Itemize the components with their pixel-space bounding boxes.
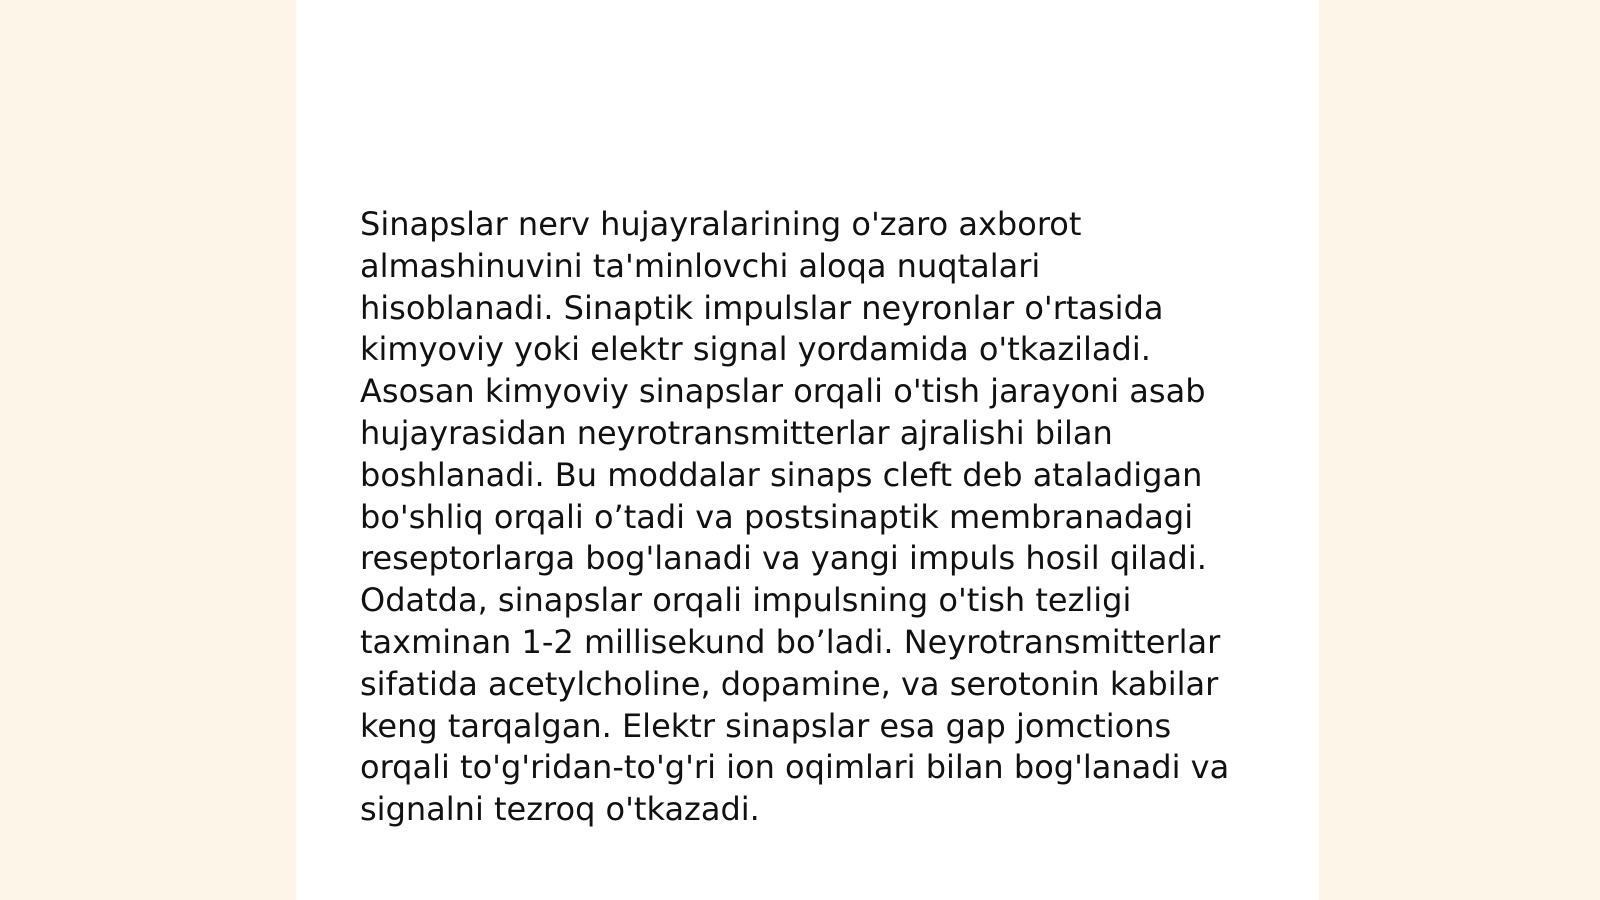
paragraph-line: taxminan 1-2 millisekund bo’ladi. Neyrotransmitterlar — [360, 622, 1221, 661]
paragraph-line: sifatida acetylcholine, dopamine, va serotonin kabilar — [360, 664, 1219, 703]
paragraph-line: boshlanadi. Bu moddalar sinaps cleft deb ataladigan — [360, 455, 1203, 494]
paragraph-line: hisoblanadi. Sinaptik impulslar neyronlar o'rtasida — [360, 288, 1164, 327]
paragraph-line: hujayrasidan neyrotransmitterlar ajralishi bilan — [360, 413, 1113, 452]
paragraph-line: kimyoviy yoki elektr signal yordamida o'tkaziladi. — [360, 330, 1151, 369]
document-page — [296, 0, 1319, 900]
paragraph-line: reseptorlarga bog'lanadi va yangi impuls hosil qiladi. — [360, 539, 1207, 578]
paragraph-line: signalni tezroq o'tkazadi. — [360, 790, 760, 829]
paragraph-line: orqali to'g'ridan-to'g'ri ion oqimlari bilan bog'lanadi va — [360, 748, 1230, 787]
paragraph-line: Odatda, sinapslar orqali impulsning o'tish tezligi — [360, 581, 1132, 620]
paragraph-line: bo'shliq orqali o’tadi va postsinaptik membranadagi — [360, 497, 1194, 536]
paragraph-line: Sinapslar nerv hujayralarining o'zaro axborot — [360, 205, 1082, 243]
paragraph-line: keng tarqalgan. Elektr sinapslar esa gap jomctions — [360, 706, 1172, 745]
body-paragraph — [360, 204, 1260, 831]
paragraph-line: almashinuvini ta'minlovchi aloqa nuqtalari — [360, 246, 1041, 285]
paragraph-line: Asosan kimyoviy sinapslar orqali o'tish jarayoni asab — [360, 372, 1206, 411]
